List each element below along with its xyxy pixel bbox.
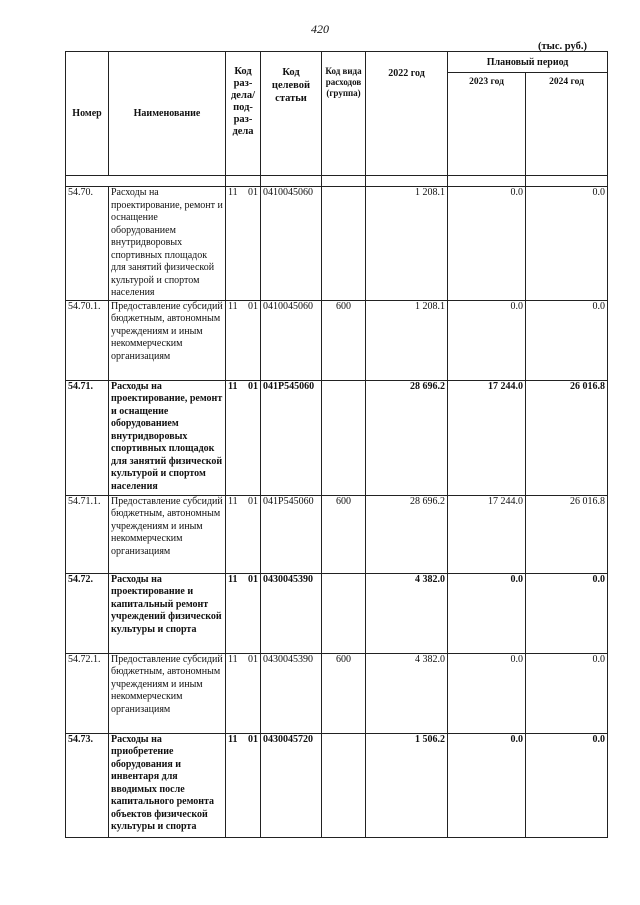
row-name: Предоставление субсидий бюджетным, автономным учреждениям и иным некоммерческим организациям (109, 495, 226, 573)
row-number: 54.71.1. (66, 495, 109, 573)
row-2024: 26 016.8 (526, 380, 608, 495)
row-name: Расходы на проектирование, ремонт и оснащение оборудованием внутридворовых спортивных площадок для занятий физической культурой и спортом населения (109, 187, 226, 301)
row-2022: 4 382.0 (366, 573, 448, 653)
row-target-code: 0430045390 (261, 653, 322, 733)
row-section: 11 (226, 187, 243, 301)
header-expense-type-code: Код вида расходов (группа) (322, 52, 366, 176)
table-row (66, 733, 608, 837)
units-label: (тыс. руб.) (538, 41, 587, 52)
row-subsection: 01 (243, 187, 261, 301)
row-expense-type (322, 380, 366, 495)
row-number: 54.72. (66, 573, 109, 653)
row-target-code: 0410045060 (261, 187, 322, 301)
row-2023: 17 244.0 (448, 495, 526, 573)
page-number: 420 (311, 22, 329, 36)
row-name: Предоставление субсидий бюджетным, автономным учреждениям и иным некоммерческим организациям (109, 300, 226, 380)
row-subsection: 01 (243, 380, 261, 495)
row-expense-type (322, 573, 366, 653)
row-2022: 28 696.2 (366, 380, 448, 495)
header-target-code: Код целевой статьи (261, 52, 322, 176)
row-2023: 17 244.0 (448, 380, 526, 495)
row-2022: 1 506.2 (366, 733, 448, 837)
row-expense-type: 600 (322, 300, 366, 380)
row-section: 11 (226, 573, 243, 653)
row-target-code: 0430045390 (261, 573, 322, 653)
header-year-2024: 2024 год (526, 73, 608, 176)
row-number: 54.72.1. (66, 653, 109, 733)
header-name: Наименование (109, 52, 226, 176)
row-2022: 1 208.1 (366, 300, 448, 380)
header-year-2022: 2022 год (366, 52, 448, 176)
table-row (66, 653, 608, 733)
row-2024: 0.0 (526, 300, 608, 380)
header-year-2023: 2023 год (448, 73, 526, 176)
row-2024: 26 016.8 (526, 495, 608, 573)
row-name: Предоставление субсидий бюджетным, автономным учреждениям и иным некоммерческим организациям (109, 653, 226, 733)
row-section: 11 (226, 380, 243, 495)
row-expense-type (322, 187, 366, 301)
row-section: 11 (226, 300, 243, 380)
row-section: 11 (226, 495, 243, 573)
row-2023: 0.0 (448, 573, 526, 653)
table-header-row (66, 52, 608, 73)
row-2022: 4 382.0 (366, 653, 448, 733)
row-subsection: 01 (243, 495, 261, 573)
header-plan-period: Плановый период (448, 52, 608, 73)
row-2023: 0.0 (448, 653, 526, 733)
row-2024: 0.0 (526, 733, 608, 837)
budget-table (65, 51, 608, 838)
row-target-code: 041P545060 (261, 495, 322, 573)
row-target-code: 041P545060 (261, 380, 322, 495)
row-target-code: 0410045060 (261, 300, 322, 380)
row-section: 11 (226, 733, 243, 837)
row-subsection: 01 (243, 653, 261, 733)
row-expense-type (322, 733, 366, 837)
row-2022: 28 696.2 (366, 495, 448, 573)
row-2023: 0.0 (448, 187, 526, 301)
table-row (66, 380, 608, 495)
row-2023: 0.0 (448, 300, 526, 380)
table-row (66, 573, 608, 653)
table-row (66, 495, 608, 573)
row-name: Расходы на проектирование и капитальный ремонт учреждений физической культуры и спорта (109, 573, 226, 653)
row-2023: 0.0 (448, 733, 526, 837)
row-2024: 0.0 (526, 653, 608, 733)
row-2024: 0.0 (526, 187, 608, 301)
table-row (66, 187, 608, 301)
row-expense-type: 600 (322, 653, 366, 733)
row-target-code: 0430045720 (261, 733, 322, 837)
row-number: 54.70.1. (66, 300, 109, 380)
row-section: 11 (226, 653, 243, 733)
header-section-code: Код раз-дела/ под-раз-дела (226, 52, 261, 176)
table-spacer-row (66, 176, 608, 187)
table-row (66, 300, 608, 380)
row-number: 54.71. (66, 380, 109, 495)
row-expense-type: 600 (322, 495, 366, 573)
row-number: 54.70. (66, 187, 109, 301)
row-subsection: 01 (243, 300, 261, 380)
row-subsection: 01 (243, 573, 261, 653)
row-2022: 1 208.1 (366, 187, 448, 301)
row-number: 54.73. (66, 733, 109, 837)
row-2024: 0.0 (526, 573, 608, 653)
row-name: Расходы на проектирование, ремонт и оснащение оборудованием внутридворовых спортивных площадок для занятий физической культурой и спортом населения (109, 380, 226, 495)
header-number: Номер (66, 52, 109, 176)
row-subsection: 01 (243, 733, 261, 837)
row-name: Расходы на приобретение оборудования и инвентаря для вводимых после капитального ремонта объектов физической культуры и спорта (109, 733, 226, 837)
